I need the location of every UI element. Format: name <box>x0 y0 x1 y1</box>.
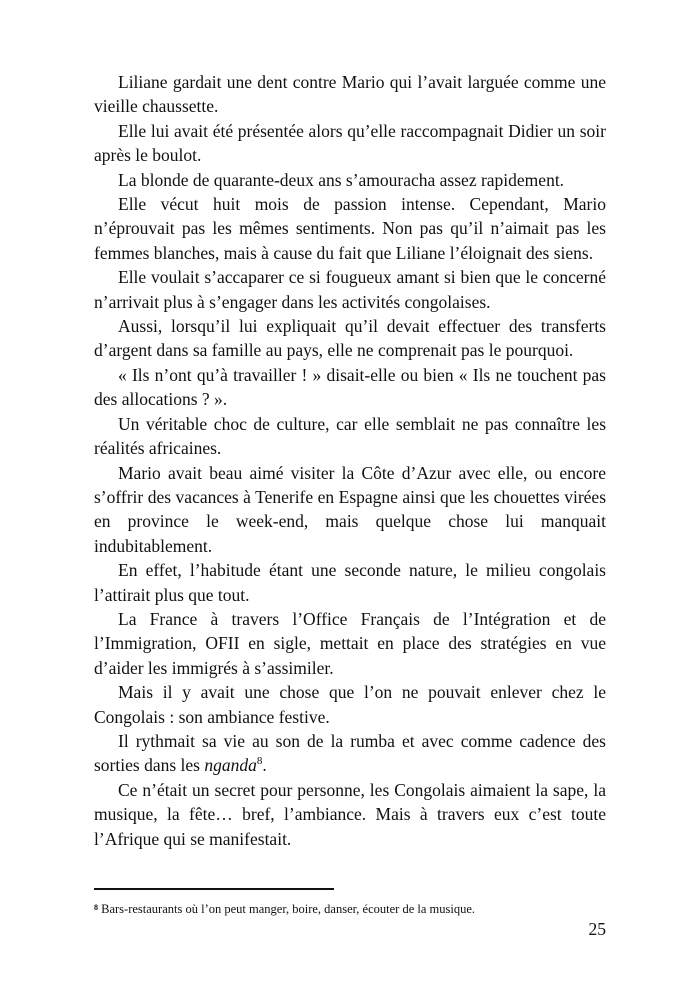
paragraph: La France à travers l’Office Français de l’Intégration et de l’Immigration, OFII en sigle, mettait en place des stratégies en vue d’aider les immigrés à s’assimiler. <box>94 608 606 678</box>
paragraph: Elle voulait s’accaparer ce si fougueux amant si bien que le concerné n’arrivait plus à s’engager dans les activités congolaises. <box>94 267 606 312</box>
paragraph: Mais il y avait une chose que l’on ne pouvait enlever chez le Congolais : son ambiance festive. <box>94 682 606 727</box>
paragraph: Elle lui avait été présentée alors qu’elle raccompagnait Didier un soir après le boulot. <box>94 120 606 166</box>
paragraph: Mario avait beau aimé visiter la Côte d’Azur avec elle, ou encore s’offrir des vacances à Tenerife en Espagne ainsi que les chouettes virées en province le week-end, mais quelque chose lui manquait indubitablement. <box>94 462 606 556</box>
paragraph: Aussi, lorsqu’il lui expliquait qu’il devait effectuer des transferts d’argent dans sa famille au pays, elle ne comprenait pas le pourquoi. <box>94 316 606 361</box>
page-number: 25 <box>588 919 606 939</box>
paragraph-nganda <box>94 729 606 778</box>
paragraph: Ce n’était un secret pour personne, les Congolais aimaient la sape, la musique, la fête… bref, l’ambiance. Mais à travers eux c’est toute l’Afrique qui se manifestait. <box>94 779 606 849</box>
body-text <box>94 70 606 851</box>
footnote-marker: 8 <box>94 903 98 912</box>
paragraph-text-end: . <box>262 755 267 776</box>
paragraph: En effet, l’habitude étant une seconde nature, le milieu congolais l’attirait plus que tout. <box>94 560 606 605</box>
footnote <box>94 901 606 917</box>
paragraph: « Ils n’ont qu’à travailler ! » disait-elle ou bien « Ils ne touchent pas des allocations ? ». <box>94 364 606 410</box>
paragraph: Un véritable choc de culture, car elle semblait ne pas connaître les réalités africaines. <box>94 413 606 459</box>
paragraph: La blonde de quarante-deux ans s’amouracha assez rapidement. <box>118 169 565 190</box>
paragraph-text: Il rythmait sa vie au son de la rumba et avec comme cadence des sorties dans les <box>94 730 606 776</box>
paragraph: Elle vécut huit mois de passion intense. Cependant, Mario n’éprouvait pas les mêmes sentiments. Non pas qu’il n’aimait pas les femmes blanches, mais à cause du fait que Liliane l’éloignait des siens. <box>94 194 606 263</box>
footnote-reference: 8 <box>256 755 263 768</box>
footnote-divider <box>94 888 334 890</box>
italic-term: nganda <box>204 755 257 776</box>
footnote-text: Bars-restaurants où l’on peut manger, boire, danser, écouter de la musique. <box>98 902 475 916</box>
paragraph: Liliane gardait une dent contre Mario qui l’avait larguée comme une vieille chaussette. <box>94 72 606 117</box>
